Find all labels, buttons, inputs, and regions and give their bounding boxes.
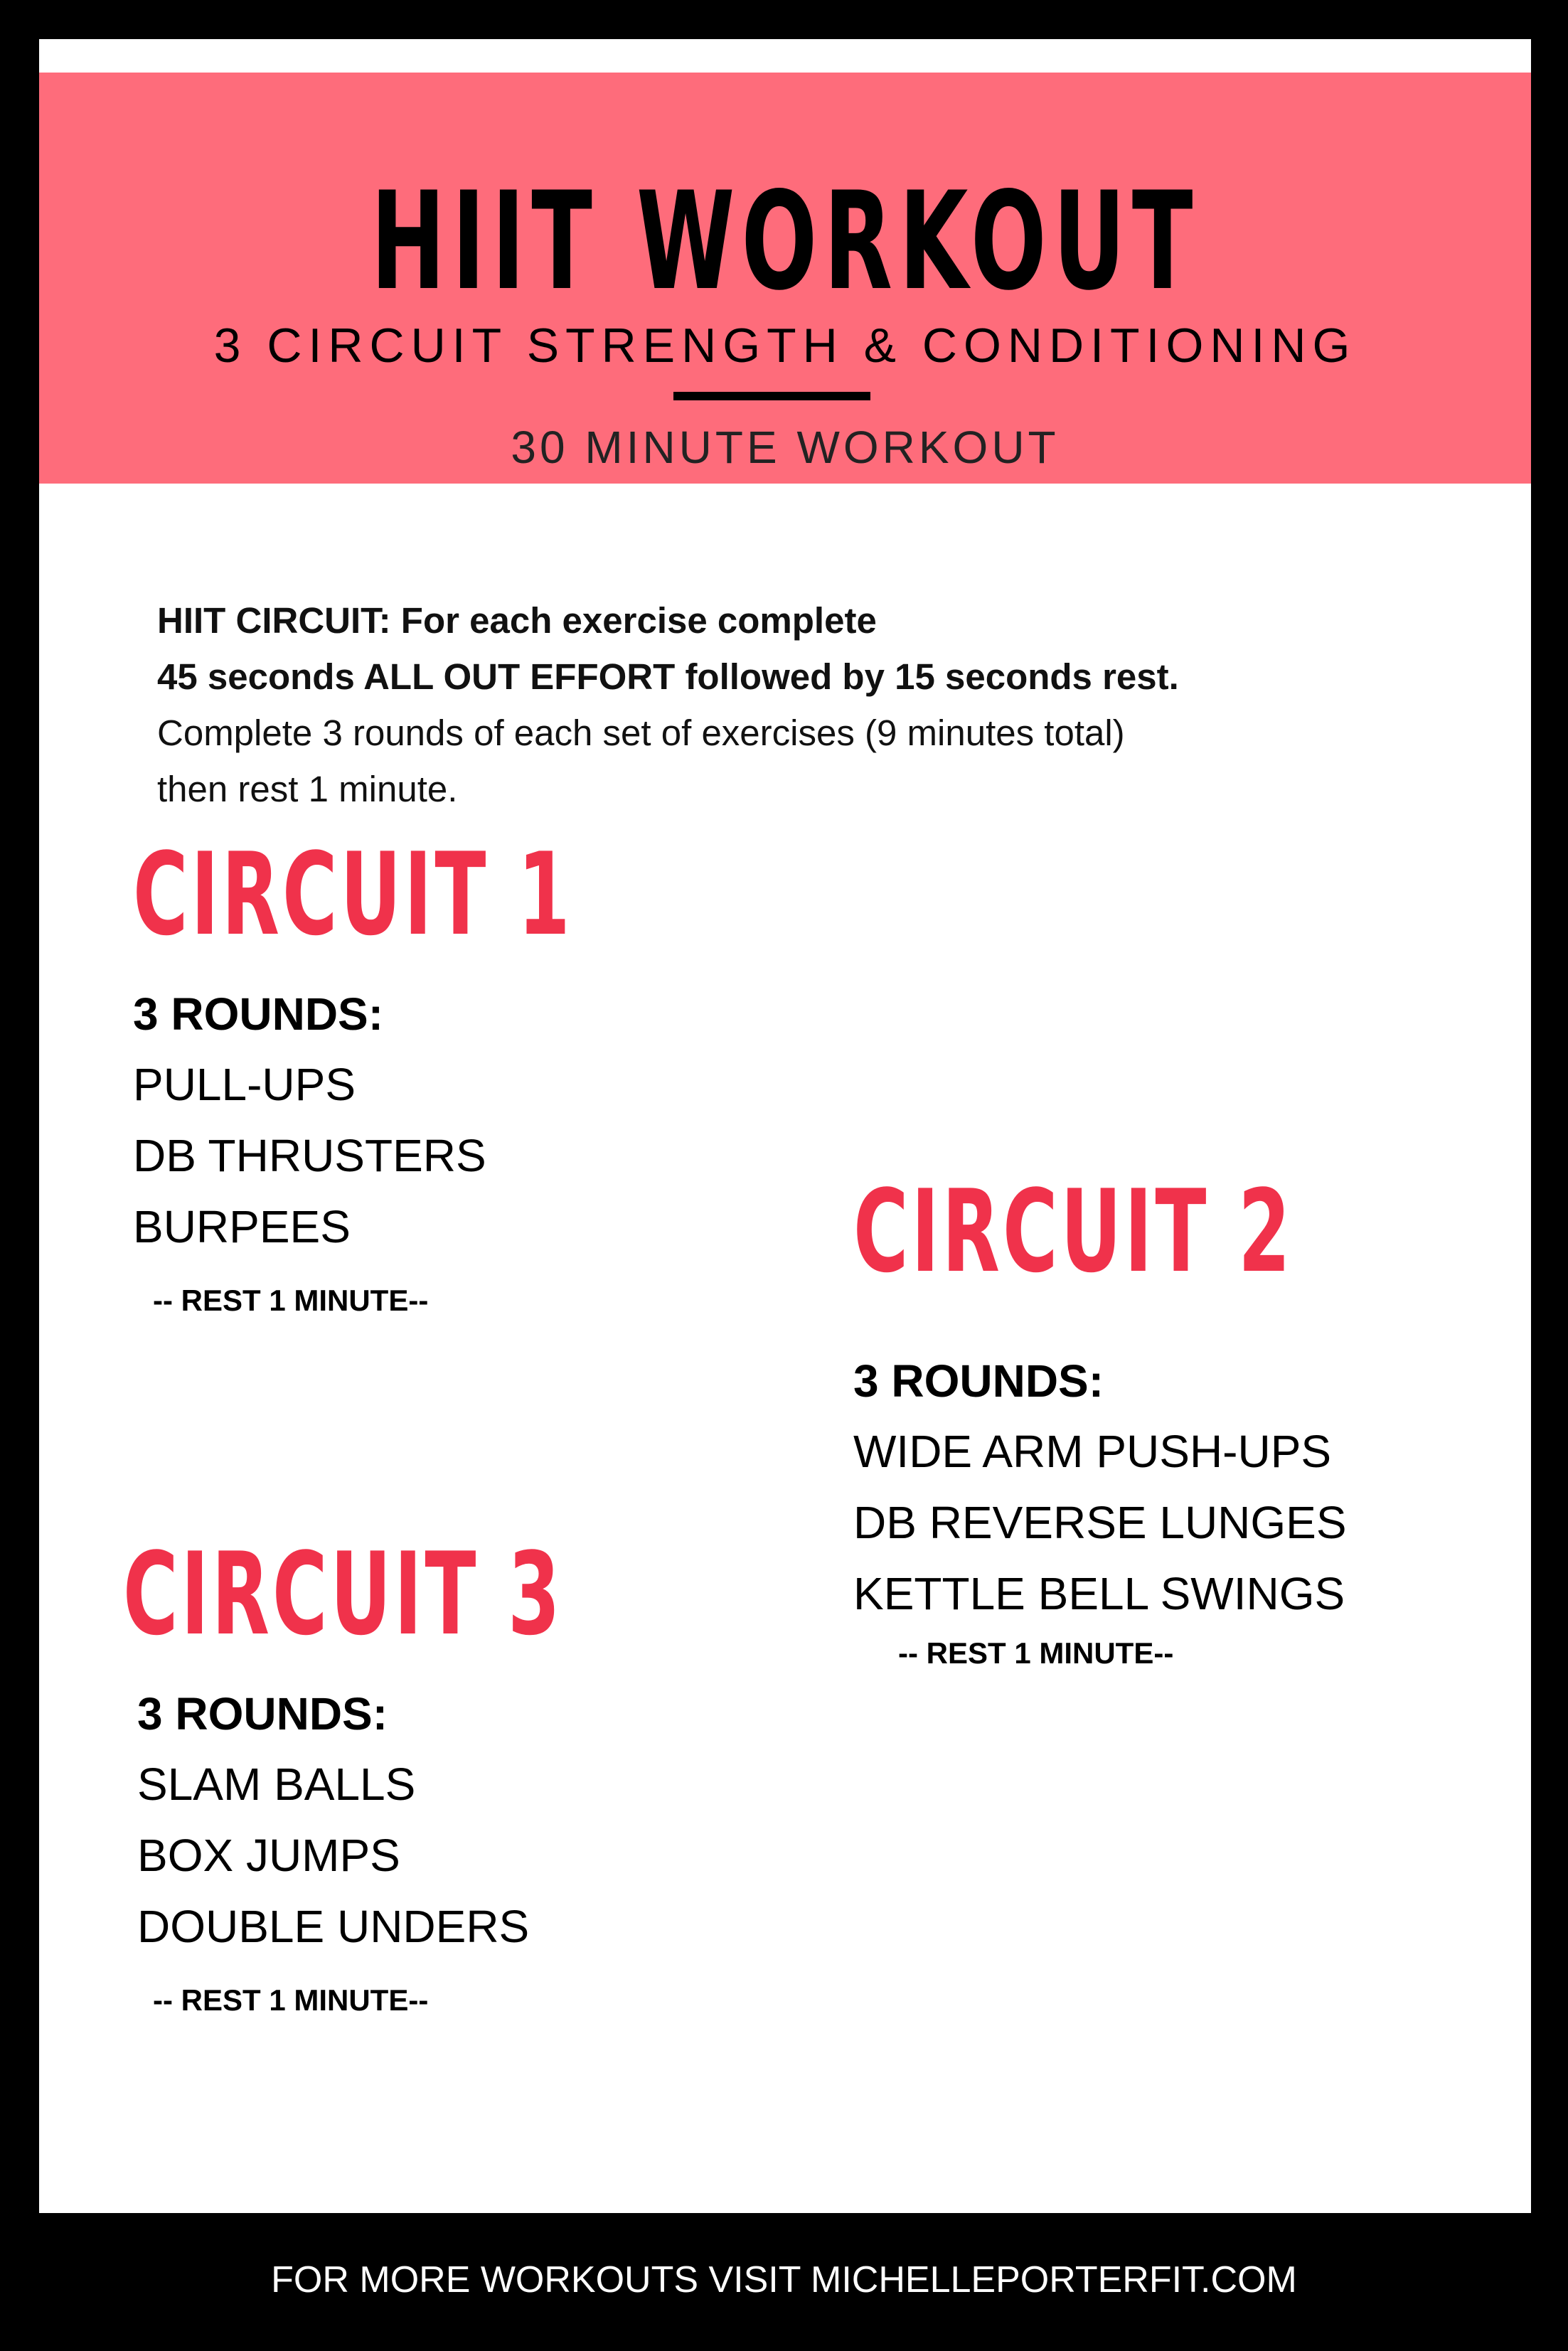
circuit-1 <box>133 828 799 1321</box>
intro-line: HIIT CIRCUIT: For each exercise complete <box>157 600 877 641</box>
circuit-title: CIRCUIT 1 <box>133 828 573 961</box>
rest-note: -- REST 1 MINUTE-- <box>153 1284 429 1317</box>
circuit-rounds: 3 ROUNDS: <box>137 1688 388 1739</box>
circuit-2 <box>853 1165 1520 1673</box>
intro-line: 45 seconds ALL OUT EFFORT followed by 15 seconds rest. <box>157 656 1179 697</box>
circuit-rounds: 3 ROUNDS: <box>853 1355 1104 1407</box>
exercise-item: BOX JUMPS <box>137 1830 400 1881</box>
page-subtitle: 3 CIRCUIT STRENGTH & CONDITIONING <box>213 319 1357 373</box>
circuit-title: CIRCUIT 3 <box>123 1528 563 1660</box>
exercise-item: DB REVERSE LUNGES <box>853 1497 1347 1548</box>
circuit-3 <box>123 1528 789 2020</box>
rest-note: -- REST 1 MINUTE-- <box>898 1636 1174 1670</box>
header-divider <box>673 392 870 400</box>
exercise-item: WIDE ARM PUSH-UPS <box>853 1426 1332 1477</box>
exercise-item: SLAM BALLS <box>137 1759 416 1810</box>
rest-note: -- REST 1 MINUTE-- <box>153 1983 429 2017</box>
footer-link: FOR MORE WORKOUTS VISIT MICHELLEPORTERFIT.COM <box>271 2259 1297 2301</box>
intro-line: then rest 1 minute. <box>157 769 458 809</box>
circuit-rounds: 3 ROUNDS: <box>133 988 384 1040</box>
workout-card <box>39 39 1531 2213</box>
workout-duration: 30 MINUTE WORKOUT <box>511 422 1060 473</box>
circuit-title: CIRCUIT 2 <box>853 1165 1294 1298</box>
exercise-item: DOUBLE UNDERS <box>137 1901 530 1952</box>
intro-instructions <box>157 592 1473 817</box>
header-banner <box>39 73 1531 484</box>
exercise-item: PULL-UPS <box>133 1059 356 1110</box>
exercise-item: BURPEES <box>133 1201 351 1252</box>
exercise-item: KETTLE BELL SWINGS <box>853 1568 1345 1619</box>
exercise-item: DB THRUSTERS <box>133 1130 486 1181</box>
intro-line: Complete 3 rounds of each set of exercises (9 minutes total) <box>157 713 1125 753</box>
page-title: HIIT WORKOUT <box>370 163 1200 320</box>
